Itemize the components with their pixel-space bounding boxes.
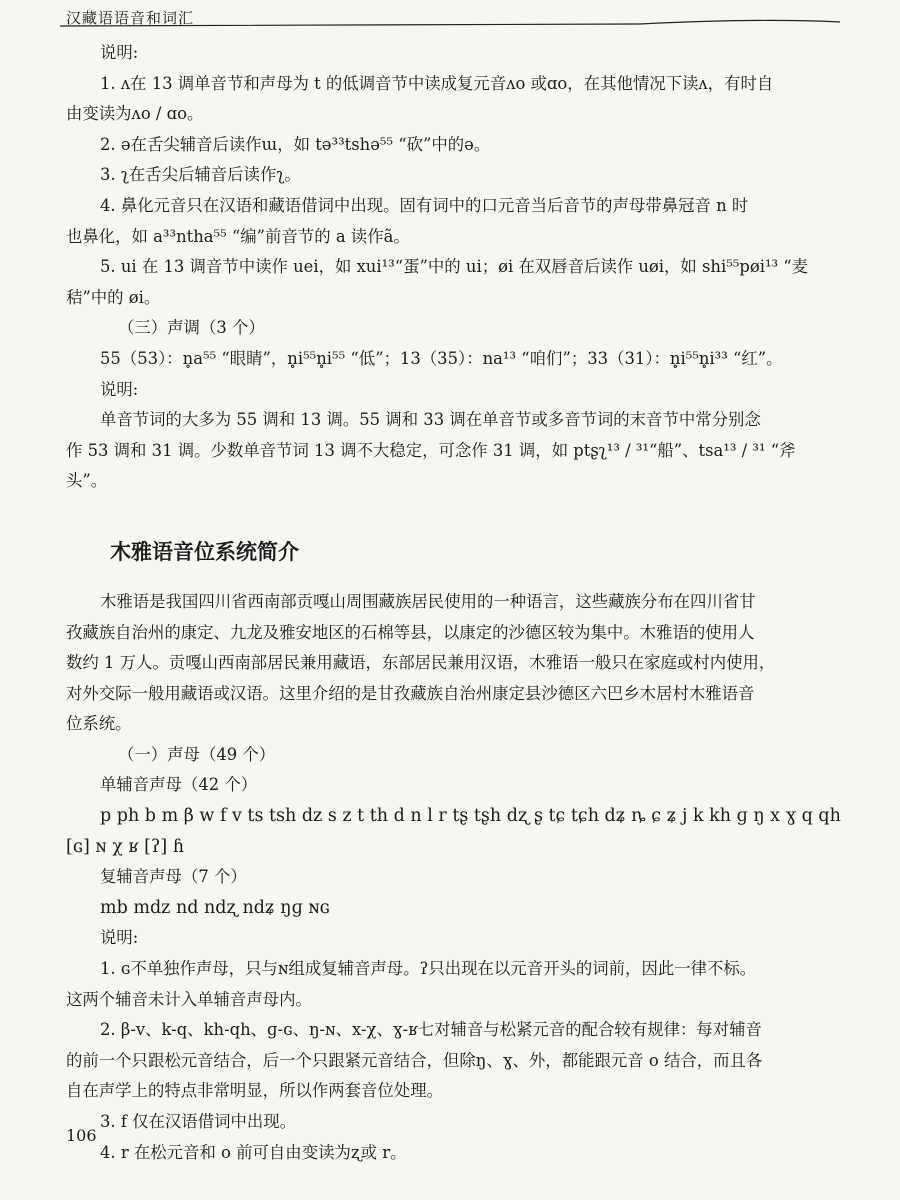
note-line: 3. ʅ在舌尖后辅音后读作ʅ。: [100, 165, 301, 185]
initials-note-line: 4. r 在松元音和 o 前可自由变读为ʐ或 r。: [100, 1142, 407, 1162]
intro-line: 对外交际一般用藏语或汉语。这里介绍的是甘孜藏族自治州康定县沙德区六巴乡木居村木雅语音: [66, 683, 755, 703]
note-line: 5. ui 在 13 调音节中读作 uei，如 xui¹³“蛋”中的 ui；øi 在双唇音后读作 uøi，如 shi⁵⁵pøi¹³ “麦: [100, 257, 809, 277]
intro-line: 数约 1 万人。贡嘎山西南部居民兼用藏语，东部居民兼用汉语，木雅语一般只在家庭或村内使用，: [66, 653, 776, 673]
simple-initials-heading: 单辅音声母（42 个）: [100, 775, 258, 795]
tones-heading: （三）声调（3 个）: [118, 318, 265, 338]
intro-line: 木雅语是我国四川省西南部贡嘎山周围藏族居民使用的一种语言，这些藏族分布在四川省甘: [100, 591, 756, 611]
tones-note-label: 说明:: [100, 379, 139, 399]
simple-initials-line: p ph b m β w f v ts tsh dz s z t th d n l r tʂ tʂh dʐ ʂ tɕ tɕh dʑ ȵ ɕ ʑ j k kh ɡ ŋ x ɣ q qh: [100, 806, 841, 827]
initials-note-label: 说明:: [100, 928, 139, 948]
initials-note-line: 这两个辅音未计入单辅音声母内。: [66, 989, 312, 1009]
initials-heading: （一）声母（49 个）: [118, 744, 276, 764]
note-line: 4. 鼻化元音只在汉语和藏语借词中出现。固有词中的口元音当后音节的声母带鼻冠音 n 时: [100, 195, 749, 215]
initials-note-line: 1. ɢ不单独作声母，只与ɴ组成复辅音声母。ʔ只出现在以元音开头的词前，因此一律不标。: [100, 959, 757, 979]
note-line: 秸”中的 øi。: [66, 287, 161, 307]
section-title: 木雅语音位系统简介: [110, 539, 299, 564]
tones-note-line: 单音节词的大多为 55 调和 13 调。55 调和 33 调在单音节或多音节词的末音节中常分别念: [100, 410, 761, 430]
intro-line: 位系统。: [66, 714, 132, 734]
header-rule: [0, 0, 900, 30]
initials-note-line: 的前一个只跟松元音结合，后一个只跟紧元音结合，但除ŋ、ɣ、外，都能跟元音 o 结合，而且各: [66, 1050, 763, 1070]
note-line: 2. ə在舌尖辅音后读作ɯ，如 tə³³tshə⁵⁵ “砍”中的ə。: [100, 134, 491, 154]
note-line: 1. ʌ在 13 调单音节和声母为 t 的低调音节中读成复元音ʌo 或ɑo，在其他情况下读ʌ，有时自: [100, 73, 774, 93]
running-head: [0, 0, 900, 30]
page-content: [66, 38, 846, 1168]
intro-line: 孜藏族自治州的康定、九龙及雅安地区的石棉等县，以康定的沙德区较为集中。木雅语的使用人: [66, 622, 755, 642]
note-line: 由变读为ʌo / ɑo。: [66, 104, 204, 124]
initials-note-line: 自在声学上的特点非常明显，所以作两套音位处理。: [66, 1081, 443, 1101]
simple-initials-line: [ɢ] ɴ χ ʁ [ʔ] ɦ: [66, 836, 184, 857]
initials-note-line: 2. β-v、k-q、kh-qh、ɡ-ɢ、ŋ-ɴ、x-χ、ɣ-ʁ七对辅音与松紧元音的配合较有规律：每对辅音: [100, 1020, 762, 1040]
running-title: 汉藏语语音和词汇: [66, 9, 195, 27]
tones-note-line: 作 53 调和 31 调。少数单音节词 13 调不大稳定，可念作 31 调，如 ptʂʅ¹³ / ³¹“船”、tsa¹³ / ³¹ “斧: [66, 440, 796, 460]
initials-note-line: 3. f 仅在汉语借词中出现。: [100, 1112, 297, 1131]
notes-label: 说明:: [100, 43, 139, 62]
tones-note-line: 头”。: [66, 471, 108, 491]
compound-initials-heading: 复辅音声母（7 个）: [100, 867, 247, 887]
note-line: 也鼻化，如 a³³ntha⁵⁵ “编”前音节的 a 读作ã。: [66, 226, 410, 246]
page-number: 106: [66, 1126, 97, 1145]
compound-initials-line: mb mdz nd ndʐ ndʑ ŋɡ ɴɢ: [100, 897, 330, 918]
tones-line: 55（53）：n̥a⁵⁵ “眼睛”，n̥i⁵⁵n̥i⁵⁵ “低”；13（35）：na¹³ “咱们”；33（31）：n̥i⁵⁵n̥i³³ “红”。: [100, 348, 783, 368]
